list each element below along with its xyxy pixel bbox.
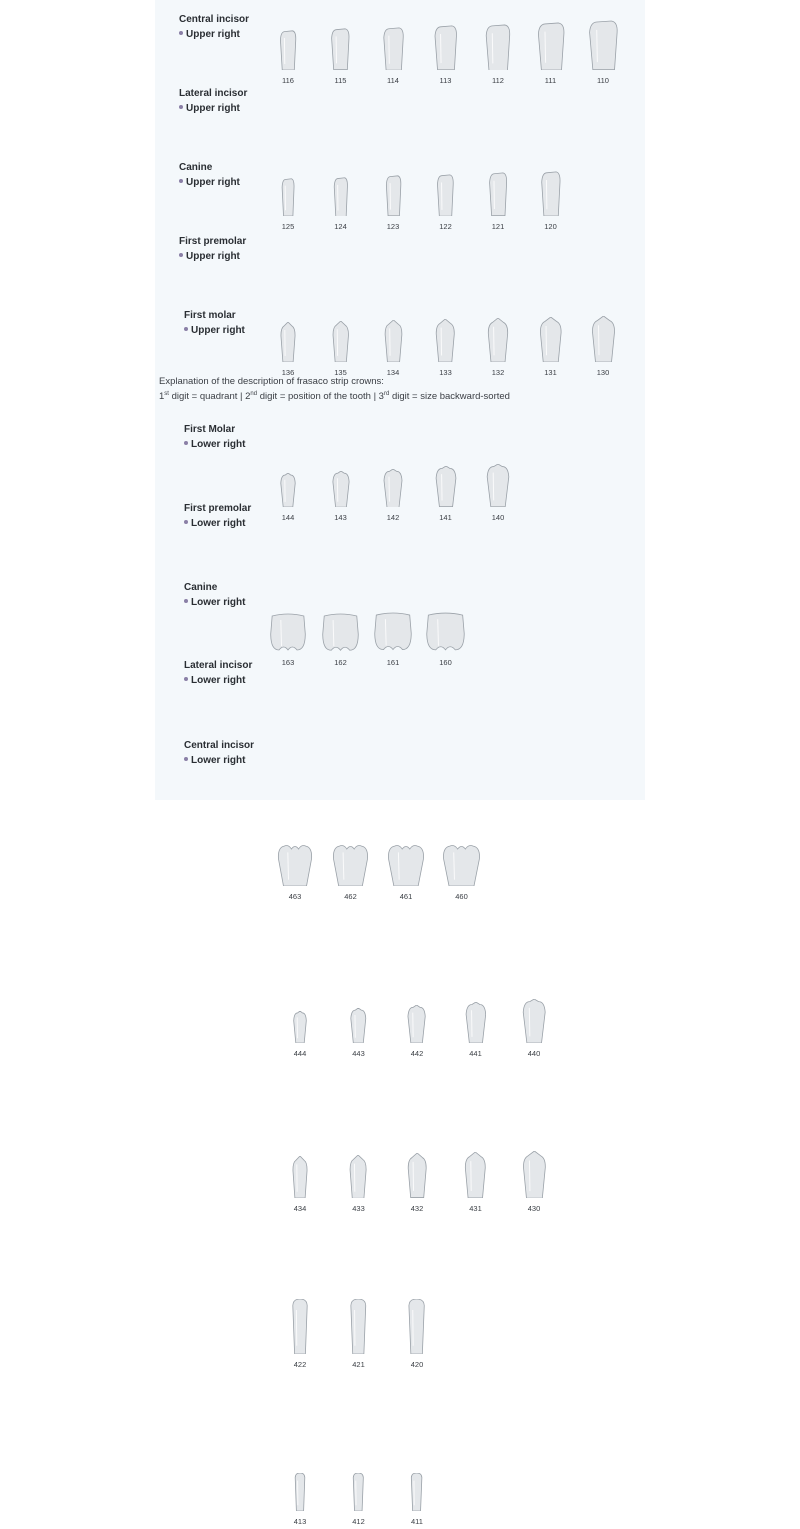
section-title: Central incisor bbox=[179, 14, 250, 25]
crown-413-icon bbox=[294, 1473, 306, 1511]
crown-size-number: 460 bbox=[455, 892, 468, 901]
section-position-label: Lower right bbox=[191, 755, 246, 766]
section-position bbox=[184, 675, 245, 686]
bullet-icon bbox=[179, 179, 183, 183]
crown-size-number: 124 bbox=[334, 222, 347, 231]
section-position-label: Upper right bbox=[186, 251, 240, 262]
crown-size-number: 141 bbox=[439, 513, 452, 522]
section-position-label: Upper right bbox=[186, 103, 240, 114]
crown-size-number: 140 bbox=[491, 513, 505, 522]
crown-size-number: 132 bbox=[491, 368, 505, 377]
section-position bbox=[184, 597, 245, 608]
section-title: First molar bbox=[184, 310, 236, 321]
crown-size-number: 421 bbox=[352, 1360, 365, 1369]
section-position bbox=[179, 177, 240, 188]
crown-size-number: 160 bbox=[439, 658, 452, 667]
crown-113-icon bbox=[433, 25, 458, 70]
crown-size-number: 411 bbox=[411, 1517, 423, 1526]
crown-size-number: 120 bbox=[544, 222, 557, 231]
section-central-incisor-lower-right bbox=[155, 740, 645, 1529]
section-position bbox=[184, 439, 245, 450]
crown-size-number: 135 bbox=[334, 368, 347, 377]
section-position-label: Lower right bbox=[191, 675, 246, 686]
crown-size-number: 116 bbox=[282, 76, 294, 85]
section-title: Lateral incisor bbox=[184, 660, 253, 671]
crown-size-number: 434 bbox=[293, 1204, 307, 1213]
section-position bbox=[179, 251, 240, 262]
crown-110-icon bbox=[587, 20, 619, 70]
bullet-icon bbox=[179, 253, 183, 257]
section-position-label: Lower right bbox=[191, 518, 246, 529]
crown-size-number: 115 bbox=[334, 76, 347, 85]
crown-size-number: 461 bbox=[399, 892, 413, 901]
crown-115-icon bbox=[330, 28, 350, 70]
section-title: First Molar bbox=[184, 424, 236, 435]
explanation-heading: Explanation of the description of frasaco strip crowns: bbox=[159, 376, 384, 387]
crown-size-number: 161 bbox=[386, 658, 400, 667]
crown-size-number: 463 bbox=[288, 892, 302, 901]
crown-size-number: 441 bbox=[469, 1049, 482, 1058]
crown-size-number: 440 bbox=[527, 1049, 541, 1058]
crown-size-number: 412 bbox=[352, 1517, 365, 1526]
section-position-label: Upper right bbox=[186, 177, 240, 188]
section-title: First premolar bbox=[184, 503, 252, 514]
crown-size-number: 144 bbox=[281, 513, 295, 522]
bullet-icon bbox=[184, 520, 188, 524]
section-title: First premolar bbox=[179, 236, 247, 247]
crown-size-number: 143 bbox=[334, 513, 347, 522]
crown-412-icon bbox=[352, 1473, 365, 1511]
crown-size-number: 444 bbox=[293, 1049, 307, 1058]
crown-size-number: 431 bbox=[469, 1204, 482, 1213]
section-position bbox=[179, 29, 240, 40]
crown-size-number: 134 bbox=[386, 368, 400, 377]
crown-size-number: 121 bbox=[491, 222, 505, 231]
crown-114-icon bbox=[382, 27, 405, 70]
crown-size-number: 113 bbox=[439, 76, 452, 85]
crown-size-number: 123 bbox=[386, 222, 400, 231]
crown-size-number: 114 bbox=[387, 76, 399, 85]
crown-size-number: 112 bbox=[492, 76, 504, 85]
crown-size-number: 133 bbox=[439, 368, 452, 377]
crown-size-number: 110 bbox=[597, 76, 609, 85]
crown-size-number: 443 bbox=[352, 1049, 365, 1058]
bullet-icon bbox=[184, 327, 188, 331]
crown-size-number: 163 bbox=[281, 658, 295, 667]
crown-411-icon bbox=[410, 1473, 423, 1511]
crown-size-number: 413 bbox=[293, 1517, 307, 1526]
explanation-digits: 1st digit = quadrant | 2nd digit = position of the tooth | 3rd digit = size backward-sorted bbox=[159, 390, 510, 402]
crown-size-number: 122 bbox=[439, 222, 452, 231]
section-title: Central incisor bbox=[184, 740, 255, 751]
crown-size-number: 136 bbox=[281, 368, 295, 377]
section-position bbox=[179, 103, 240, 114]
section-position bbox=[184, 755, 245, 766]
crown-size-number: 125 bbox=[281, 222, 295, 231]
section-position-label: Upper right bbox=[186, 29, 240, 40]
bullet-icon bbox=[184, 677, 188, 681]
section-position-label: Upper right bbox=[191, 325, 245, 336]
bullet-icon bbox=[179, 31, 183, 35]
section-position bbox=[184, 325, 245, 336]
crown-116-icon bbox=[279, 30, 297, 70]
crown-size-number: 420 bbox=[410, 1360, 424, 1369]
crown-size-number: 131 bbox=[544, 368, 557, 377]
bullet-icon bbox=[184, 441, 188, 445]
section-central-incisor-upper-right bbox=[155, 14, 645, 88]
crown-size-number: 462 bbox=[344, 892, 357, 901]
crown-size-number: 442 bbox=[410, 1049, 424, 1058]
section-position bbox=[184, 518, 245, 529]
catalog-page bbox=[155, 0, 645, 1526]
crown-size-number: 130 bbox=[596, 368, 610, 377]
section-position-label: Lower right bbox=[191, 439, 246, 450]
bullet-icon bbox=[184, 599, 188, 603]
bullet-icon bbox=[184, 757, 188, 761]
crown-size-number: 162 bbox=[334, 658, 347, 667]
section-title: Canine bbox=[184, 582, 218, 593]
crown-size-number: 142 bbox=[386, 513, 400, 522]
crown-size-number: 433 bbox=[352, 1204, 365, 1213]
crown-size-number: 111 bbox=[544, 76, 557, 85]
crown-size-number: 430 bbox=[527, 1204, 541, 1213]
crown-size-number: 432 bbox=[410, 1204, 424, 1213]
crown-112-icon bbox=[484, 24, 512, 70]
crown-111-icon bbox=[536, 22, 566, 70]
bullet-icon bbox=[179, 105, 183, 109]
section-position-label: Lower right bbox=[191, 597, 246, 608]
section-title: Canine bbox=[179, 162, 213, 173]
crown-size-number: 422 bbox=[293, 1360, 307, 1369]
section-title: Lateral incisor bbox=[179, 88, 248, 99]
